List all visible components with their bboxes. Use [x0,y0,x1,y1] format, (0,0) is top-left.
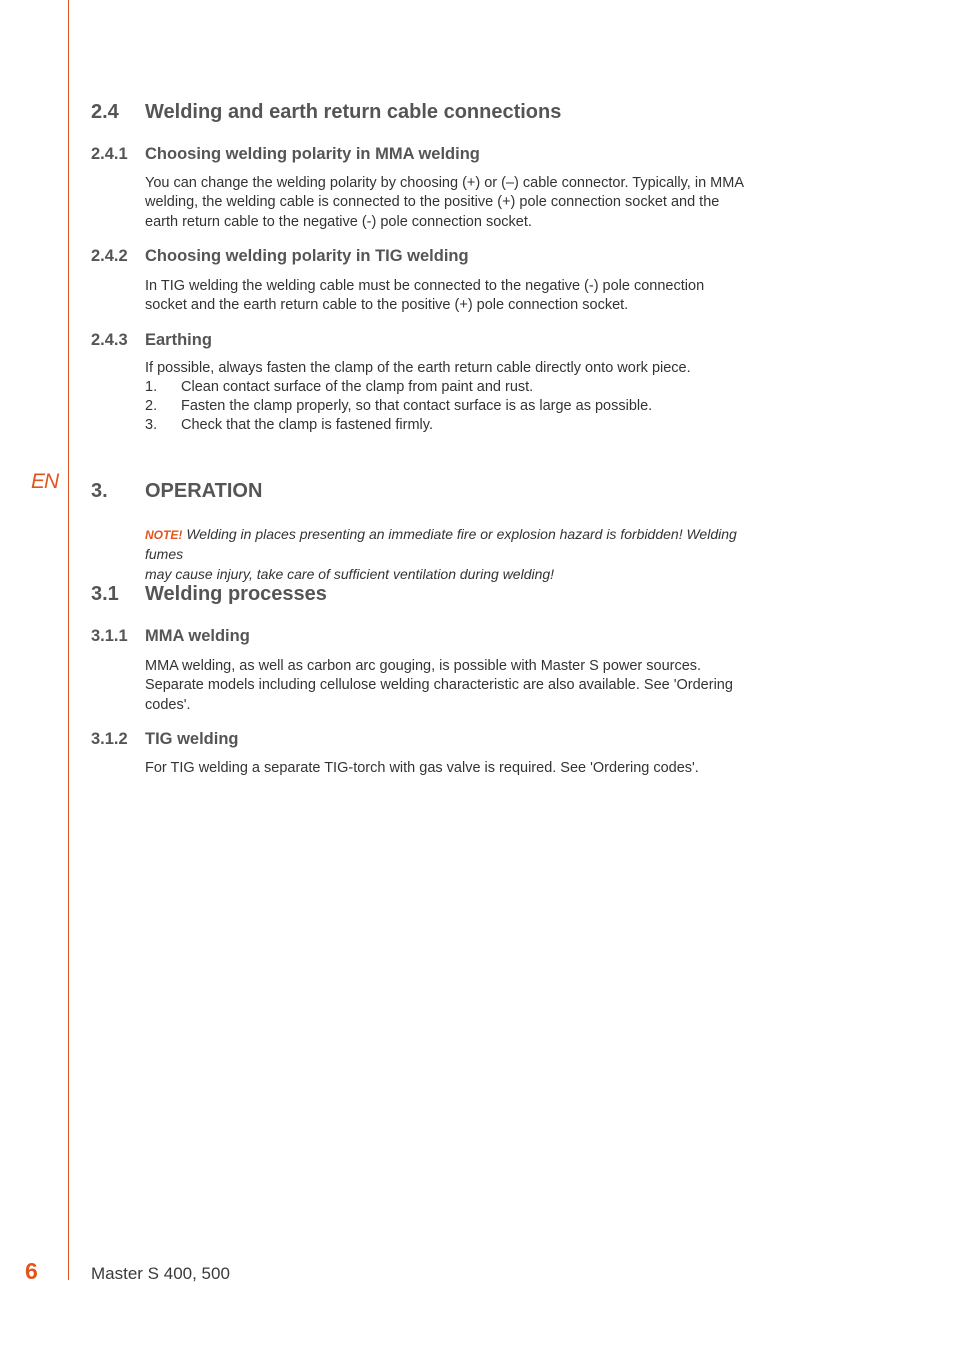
margin-rule [68,0,69,1280]
heading-3-1: 3.1 Welding processes [91,583,327,605]
paragraph-tig-polarity: In TIG welding the welding cable must be connected to the negative (-) pole connection socket and the earth return cable to the positive (+) pole connection socket. [145,278,705,314]
paragraph-mma-welding: MMA welding, as well as carbon arc gouging, is possible with Master S power sources. Separate models including cellulose welding characteristic are also available. See 'Ordering codes'. [145,658,733,713]
list-item: 1. Clean contact surface of the clamp from paint and rust. [145,379,534,395]
safety-note: NOTE! Welding in places presenting an immediate fire or explosion hazard is forbidden! Welding fumes may cause injury, take care of sufficient ventilation during welding! [145,526,737,582]
heading-2-4-1: 2.4.1 Choosing welding polarity in MMA welding [91,145,480,163]
heading-2-4-2: 2.4.2 Choosing welding polarity in TIG welding [91,247,469,265]
heading-3: 3. OPERATION [91,480,263,502]
language-tab: EN [31,470,59,493]
heading-3-1-1: 3.1.1 MMA welding [91,627,250,645]
list-item: 2. Fasten the clamp properly, so that contact surface is as large as possible. [145,398,653,414]
heading-3-1-2: 3.1.2 TIG welding [91,730,239,748]
earthing-intro: If possible, always fasten the clamp of the earth return cable directly onto work piece. [145,360,691,376]
heading-2-4-3: 2.4.3 Earthing [91,331,212,349]
note-tag: NOTE! [145,528,183,542]
page-number: 6 [25,1258,38,1284]
list-item: 3. Check that the clamp is fastened firmly. [145,417,433,433]
paragraph-mma-polarity: You can change the welding polarity by choosing (+) or (–) cable connector. Typically, in MMA welding, the welding cable is connected to the positive (+) pole connection socket and the earth return cable to the negative (-) pole connection socket. [145,175,744,230]
paragraph-tig-welding: For TIG welding a separate TIG-torch with gas valve is required. See 'Ordering codes'. [145,760,699,776]
footer-title: Master S 400, 500 [91,1264,230,1283]
heading-2-4: 2.4 Welding and earth return cable connections [91,101,562,123]
